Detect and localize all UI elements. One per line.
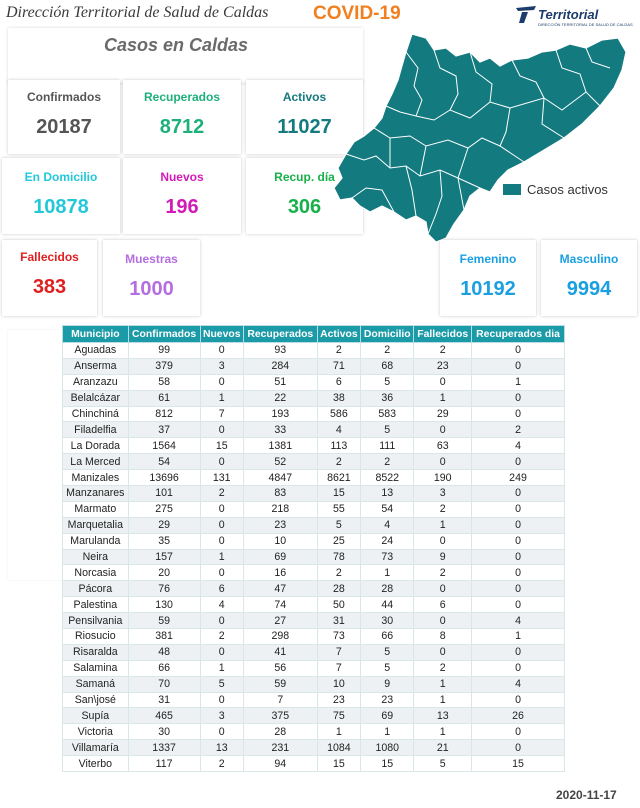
table-row <box>63 343 565 359</box>
cell-recuperados: 94 <box>243 756 317 772</box>
covid-title: COVID-19 <box>313 3 401 24</box>
cell-activos: 586 <box>317 406 360 422</box>
cell-fallecidos: 6 <box>414 597 472 613</box>
card-femenino <box>440 240 536 316</box>
cell-confirmados: 35 <box>128 533 200 549</box>
cell-recuperados: 284 <box>243 358 317 374</box>
cell-recuperados-dia: 0 <box>472 740 565 756</box>
cell-municipio: Neira <box>63 549 129 565</box>
cell-confirmados: 31 <box>128 692 200 708</box>
cell-activos: 55 <box>317 501 360 517</box>
legend-swatch <box>503 184 521 195</box>
cell-fallecidos: 0 <box>414 613 472 629</box>
cell-fallecidos: 1 <box>414 390 472 406</box>
cell-recuperados-dia: 0 <box>472 517 565 533</box>
table-row <box>63 517 565 533</box>
cell-fallecidos: 1 <box>414 517 472 533</box>
cell-activos: 31 <box>317 613 360 629</box>
cell-recuperados: 375 <box>243 708 317 724</box>
cell-fallecidos: 190 <box>414 470 472 486</box>
cell-nuevos: 2 <box>200 629 243 645</box>
masculino-label: Masculino <box>559 252 619 266</box>
confirmados-label: Confirmados <box>26 90 101 104</box>
cell-recuperados-dia: 0 <box>472 565 565 581</box>
cell-confirmados: 29 <box>128 517 200 533</box>
table-row <box>63 454 565 470</box>
header-confirmados: Confirmados <box>128 326 200 343</box>
cell-nuevos: 0 <box>200 692 243 708</box>
cell-confirmados: 37 <box>128 422 200 438</box>
cell-municipio: Salamina <box>63 660 129 676</box>
cell-activos: 78 <box>317 549 360 565</box>
table-row <box>63 438 565 454</box>
cell-activos: 15 <box>317 756 360 772</box>
cell-municipio: Villamaría <box>63 740 129 756</box>
recup-dia-value: 306 <box>287 196 322 218</box>
cell-domicilio: 73 <box>361 549 414 565</box>
cell-fallecidos: 29 <box>414 406 472 422</box>
cell-recuperados-dia: 4 <box>472 613 565 629</box>
cell-domicilio: 583 <box>361 406 414 422</box>
cell-fallecidos: 2 <box>414 501 472 517</box>
cell-confirmados: 59 <box>128 613 200 629</box>
cell-municipio: Victoria <box>63 724 129 740</box>
cell-municipio: Marquetalia <box>63 517 129 533</box>
cell-nuevos: 0 <box>200 501 243 517</box>
cell-recuperados-dia: 0 <box>472 501 565 517</box>
cell-recuperados: 193 <box>243 406 317 422</box>
legend-label: Casos activos <box>527 182 608 197</box>
cell-recuperados-dia: 1 <box>472 629 565 645</box>
confirmados-value: 20187 <box>36 116 92 138</box>
header-nuevos: Nuevos <box>200 326 243 343</box>
fallecidos-label: Fallecidos <box>20 250 79 264</box>
card-nuevos <box>123 158 241 234</box>
cell-recuperados-dia: 1 <box>472 374 565 390</box>
cell-municipio: Risaralda <box>63 644 129 660</box>
cell-domicilio: 5 <box>361 660 414 676</box>
cell-nuevos: 2 <box>200 756 243 772</box>
cell-domicilio: 23 <box>361 692 414 708</box>
cell-municipio: Manizales <box>63 470 129 486</box>
cell-confirmados: 99 <box>128 343 200 359</box>
cell-recuperados: 28 <box>243 724 317 740</box>
nuevos-value: 196 <box>165 196 199 218</box>
cell-confirmados: 101 <box>128 486 200 502</box>
cell-nuevos: 1 <box>200 549 243 565</box>
activos-value: 11027 <box>277 116 332 138</box>
cell-activos: 2 <box>317 343 360 359</box>
cell-municipio: Palestina <box>63 597 129 613</box>
header-municipio: Municipio <box>63 326 129 343</box>
cell-domicilio: 69 <box>361 708 414 724</box>
cell-domicilio: 4 <box>361 517 414 533</box>
cell-recuperados-dia: 26 <box>472 708 565 724</box>
cell-nuevos: 4 <box>200 597 243 613</box>
side-panel <box>8 330 63 580</box>
table-row <box>63 756 565 772</box>
cell-domicilio: 1 <box>361 565 414 581</box>
cell-confirmados: 381 <box>128 629 200 645</box>
cell-fallecidos: 0 <box>414 644 472 660</box>
card-confirmados <box>8 80 120 154</box>
table-row <box>63 501 565 517</box>
cell-confirmados: 13696 <box>128 470 200 486</box>
cell-nuevos: 0 <box>200 517 243 533</box>
cell-recuperados-dia: 0 <box>472 406 565 422</box>
cell-activos: 2 <box>317 454 360 470</box>
cell-recuperados-dia: 2 <box>472 422 565 438</box>
table-row <box>63 406 565 422</box>
cell-activos: 1084 <box>317 740 360 756</box>
cell-recuperados: 4847 <box>243 470 317 486</box>
cell-nuevos: 0 <box>200 422 243 438</box>
cell-recuperados: 218 <box>243 501 317 517</box>
cell-recuperados: 74 <box>243 597 317 613</box>
cell-fallecidos: 8 <box>414 629 472 645</box>
cell-recuperados: 83 <box>243 486 317 502</box>
cell-domicilio: 24 <box>361 533 414 549</box>
cell-activos: 15 <box>317 486 360 502</box>
cell-activos: 8621 <box>317 470 360 486</box>
cell-domicilio: 5 <box>361 422 414 438</box>
cell-activos: 1 <box>317 724 360 740</box>
cell-activos: 38 <box>317 390 360 406</box>
cell-nuevos: 1 <box>200 390 243 406</box>
cell-municipio: Chinchiná <box>63 406 129 422</box>
cell-municipio: Pácora <box>63 581 129 597</box>
cell-domicilio: 5 <box>361 374 414 390</box>
cell-municipio: Norcasia <box>63 565 129 581</box>
cell-nuevos: 0 <box>200 374 243 390</box>
table-row <box>63 422 565 438</box>
cell-fallecidos: 1 <box>414 692 472 708</box>
cell-recuperados-dia: 4 <box>472 676 565 692</box>
cell-recuperados-dia: 249 <box>472 470 565 486</box>
cell-fallecidos: 2 <box>414 660 472 676</box>
cell-recuperados: 1381 <box>243 438 317 454</box>
cell-fallecidos: 2 <box>414 565 472 581</box>
table-row <box>63 486 565 502</box>
cell-confirmados: 54 <box>128 454 200 470</box>
cell-domicilio: 1080 <box>361 740 414 756</box>
cell-nuevos: 2 <box>200 486 243 502</box>
cell-recuperados-dia: 0 <box>472 486 565 502</box>
cell-nuevos: 6 <box>200 581 243 597</box>
table-row <box>63 660 565 676</box>
muestras-value: 1000 <box>129 278 174 300</box>
map-region-outline <box>334 34 626 242</box>
cell-confirmados: 465 <box>128 708 200 724</box>
header-recuperados: Recuperados <box>243 326 317 343</box>
table-row <box>63 644 565 660</box>
cell-nuevos: 0 <box>200 565 243 581</box>
cell-domicilio: 30 <box>361 613 414 629</box>
cell-recuperados: 23 <box>243 517 317 533</box>
cell-municipio: Riosucio <box>63 629 129 645</box>
cell-fallecidos: 13 <box>414 708 472 724</box>
cell-fallecidos: 0 <box>414 581 472 597</box>
cell-fallecidos: 1 <box>414 724 472 740</box>
nuevos-label: Nuevos <box>160 170 204 184</box>
cell-nuevos: 0 <box>200 343 243 359</box>
card-muestras <box>103 240 200 316</box>
cell-confirmados: 48 <box>128 644 200 660</box>
cell-confirmados: 70 <box>128 676 200 692</box>
table-row <box>63 390 565 406</box>
cell-municipio: Aranzazu <box>63 374 129 390</box>
table-row <box>63 358 565 374</box>
cell-fallecidos: 5 <box>414 756 472 772</box>
cell-municipio: Anserma <box>63 358 129 374</box>
cell-domicilio: 28 <box>361 581 414 597</box>
cell-nuevos: 0 <box>200 724 243 740</box>
cell-recuperados: 298 <box>243 629 317 645</box>
cell-recuperados-dia: 15 <box>472 756 565 772</box>
cell-fallecidos: 3 <box>414 486 472 502</box>
cell-activos: 2 <box>317 565 360 581</box>
cell-recuperados-dia: 4 <box>472 438 565 454</box>
cell-recuperados: 10 <box>243 533 317 549</box>
cell-activos: 25 <box>317 533 360 549</box>
cell-domicilio: 111 <box>361 438 414 454</box>
muestras-label: Muestras <box>125 252 178 266</box>
table-row <box>63 724 565 740</box>
cell-confirmados: 61 <box>128 390 200 406</box>
cell-confirmados: 66 <box>128 660 200 676</box>
cell-confirmados: 30 <box>128 724 200 740</box>
cell-activos: 5 <box>317 517 360 533</box>
table-header-row <box>63 326 565 343</box>
cell-municipio: Supía <box>63 708 129 724</box>
cell-activos: 71 <box>317 358 360 374</box>
cell-confirmados: 812 <box>128 406 200 422</box>
report-date: 2020-11-17 <box>556 788 617 802</box>
cell-confirmados: 130 <box>128 597 200 613</box>
table-row <box>63 629 565 645</box>
cell-municipio: San\josé <box>63 692 129 708</box>
cell-confirmados: 76 <box>128 581 200 597</box>
cell-nuevos: 0 <box>200 613 243 629</box>
domicilio-label: En Domicilio <box>24 170 98 184</box>
cell-fallecidos: 0 <box>414 533 472 549</box>
logo-mark-icon <box>514 4 538 24</box>
cell-activos: 75 <box>317 708 360 724</box>
cell-recuperados: 231 <box>243 740 317 756</box>
cell-activos: 10 <box>317 676 360 692</box>
cell-recuperados-dia: 0 <box>472 724 565 740</box>
recuperados-value: 8712 <box>159 116 205 138</box>
domicilio-value: 10878 <box>33 196 89 218</box>
cell-recuperados-dia: 0 <box>472 660 565 676</box>
cell-recuperados-dia: 0 <box>472 549 565 565</box>
cell-recuperados: 7 <box>243 692 317 708</box>
cell-activos: 23 <box>317 692 360 708</box>
cell-domicilio: 9 <box>361 676 414 692</box>
cell-nuevos: 3 <box>200 708 243 724</box>
cell-fallecidos: 63 <box>414 438 472 454</box>
cell-nuevos: 15 <box>200 438 243 454</box>
cell-domicilio: 36 <box>361 390 414 406</box>
cell-municipio: Manzanares <box>63 486 129 502</box>
table-row <box>63 470 565 486</box>
cell-confirmados: 379 <box>128 358 200 374</box>
cell-fallecidos: 23 <box>414 358 472 374</box>
territorial-logo <box>514 4 634 30</box>
table-row <box>63 613 565 629</box>
table-row <box>63 374 565 390</box>
header-domicilio: Domicilio <box>361 326 414 343</box>
cell-domicilio: 2 <box>361 343 414 359</box>
activos-label: Activos <box>282 90 327 104</box>
cell-domicilio: 5 <box>361 644 414 660</box>
cell-fallecidos: 21 <box>414 740 472 756</box>
cell-nuevos: 7 <box>200 406 243 422</box>
map-legend <box>503 182 608 197</box>
cell-recuperados-dia: 0 <box>472 533 565 549</box>
cell-municipio: Filadelfia <box>63 422 129 438</box>
header-recuperados-dia: Recuperados dia <box>472 326 565 343</box>
cell-nuevos: 131 <box>200 470 243 486</box>
cell-recuperados: 27 <box>243 613 317 629</box>
cell-domicilio: 44 <box>361 597 414 613</box>
card-recuperados <box>123 80 241 154</box>
masculino-value: 9994 <box>566 278 612 300</box>
cell-nuevos: 1 <box>200 660 243 676</box>
cell-recuperados: 59 <box>243 676 317 692</box>
cell-recuperados-dia: 0 <box>472 644 565 660</box>
casos-title: Casos en Caldas <box>104 35 249 55</box>
cell-fallecidos: 0 <box>414 374 472 390</box>
table-row <box>63 565 565 581</box>
municipios-table <box>62 325 565 772</box>
cell-confirmados: 157 <box>128 549 200 565</box>
cell-confirmados: 1564 <box>128 438 200 454</box>
cell-fallecidos: 9 <box>414 549 472 565</box>
cell-confirmados: 58 <box>128 374 200 390</box>
cell-domicilio: 66 <box>361 629 414 645</box>
cell-domicilio: 8522 <box>361 470 414 486</box>
cell-recuperados: 93 <box>243 343 317 359</box>
cell-nuevos: 0 <box>200 533 243 549</box>
cell-activos: 7 <box>317 644 360 660</box>
cell-municipio: Marmato <box>63 501 129 517</box>
cell-confirmados: 20 <box>128 565 200 581</box>
cell-municipio: La Dorada <box>63 438 129 454</box>
header-fallecidos: Fallecidos <box>414 326 472 343</box>
cell-recuperados: 52 <box>243 454 317 470</box>
table-row <box>63 740 565 756</box>
cell-municipio: Aguadas <box>63 343 129 359</box>
cell-activos: 73 <box>317 629 360 645</box>
cell-municipio: Belalcázar <box>63 390 129 406</box>
logo-text: Territorial <box>538 7 599 22</box>
cell-recuperados-dia: 0 <box>472 454 565 470</box>
cell-recuperados: 41 <box>243 644 317 660</box>
cell-recuperados-dia: 0 <box>472 390 565 406</box>
cell-activos: 28 <box>317 581 360 597</box>
cell-recuperados: 47 <box>243 581 317 597</box>
cell-recuperados: 33 <box>243 422 317 438</box>
cell-recuperados-dia: 0 <box>472 343 565 359</box>
cell-fallecidos: 1 <box>414 676 472 692</box>
cell-nuevos: 13 <box>200 740 243 756</box>
cell-recuperados-dia: 0 <box>472 597 565 613</box>
cell-municipio: Viterbo <box>63 756 129 772</box>
femenino-value: 10192 <box>460 278 516 300</box>
cell-nuevos: 0 <box>200 644 243 660</box>
table-row <box>63 692 565 708</box>
cell-recuperados-dia: 0 <box>472 692 565 708</box>
cell-nuevos: 5 <box>200 676 243 692</box>
caldas-map <box>330 28 636 250</box>
header-title: Dirección Territorial de Salud de Caldas <box>6 4 269 21</box>
cell-activos: 6 <box>317 374 360 390</box>
cell-domicilio: 1 <box>361 724 414 740</box>
cell-recuperados-dia: 0 <box>472 358 565 374</box>
cell-fallecidos: 0 <box>414 454 472 470</box>
table-row <box>63 708 565 724</box>
cell-domicilio: 68 <box>361 358 414 374</box>
cell-activos: 113 <box>317 438 360 454</box>
table-row <box>63 597 565 613</box>
header-activos: Activos <box>317 326 360 343</box>
cell-confirmados: 275 <box>128 501 200 517</box>
card-fallecidos <box>2 240 97 316</box>
recuperados-label: Recuperados <box>143 90 221 104</box>
cell-recuperados: 22 <box>243 390 317 406</box>
cell-activos: 50 <box>317 597 360 613</box>
cell-municipio: Marulanda <box>63 533 129 549</box>
cell-domicilio: 13 <box>361 486 414 502</box>
cell-recuperados: 16 <box>243 565 317 581</box>
cell-fallecidos: 2 <box>414 343 472 359</box>
cell-recuperados: 69 <box>243 549 317 565</box>
cell-domicilio: 15 <box>361 756 414 772</box>
cell-municipio: Samaná <box>63 676 129 692</box>
cell-nuevos: 0 <box>200 454 243 470</box>
cell-activos: 7 <box>317 660 360 676</box>
cell-domicilio: 2 <box>361 454 414 470</box>
table-row <box>63 533 565 549</box>
cell-activos: 4 <box>317 422 360 438</box>
table-body <box>63 343 565 772</box>
femenino-label: Femenino <box>459 252 517 266</box>
cell-municipio: La Merced <box>63 454 129 470</box>
cell-recuperados: 56 <box>243 660 317 676</box>
card-masculino <box>541 240 637 316</box>
cell-recuperados-dia: 0 <box>472 581 565 597</box>
cell-confirmados: 1337 <box>128 740 200 756</box>
cell-nuevos: 3 <box>200 358 243 374</box>
cell-fallecidos: 0 <box>414 422 472 438</box>
cell-confirmados: 117 <box>128 756 200 772</box>
fallecidos-value: 383 <box>32 276 67 298</box>
cell-recuperados: 51 <box>243 374 317 390</box>
recup-dia-label: Recup. día <box>274 170 335 184</box>
cell-municipio: Pensilvania <box>63 613 129 629</box>
card-domicilio <box>2 158 120 234</box>
logo-subtext: DIRECCIÓN TERRITORIAL DE SALUD DE CALDAS <box>538 22 633 27</box>
cell-domicilio: 54 <box>361 501 414 517</box>
table-row <box>63 676 565 692</box>
table-row <box>63 549 565 565</box>
table-row <box>63 581 565 597</box>
